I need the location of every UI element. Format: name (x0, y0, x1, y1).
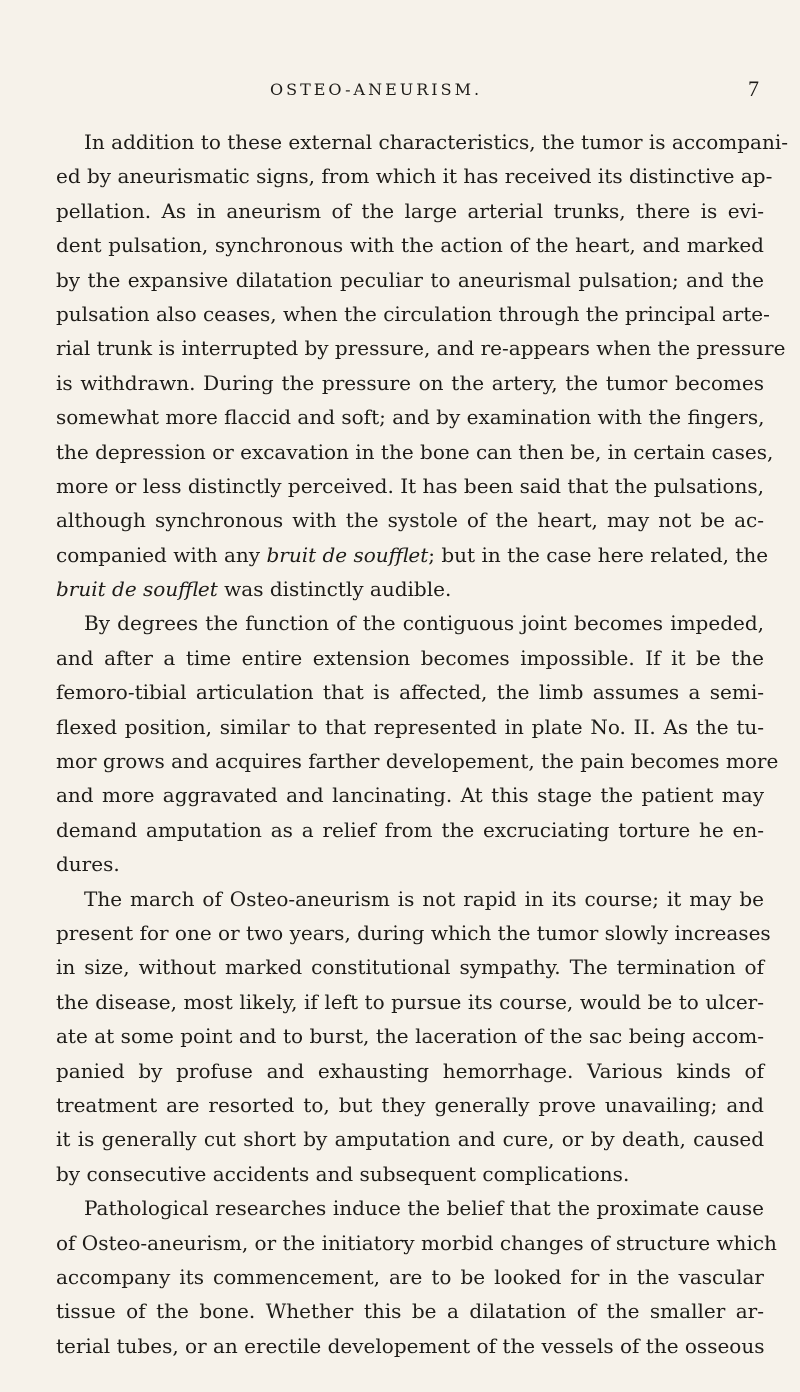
page-number: 7 (748, 76, 759, 101)
running-title: OSTEO-ANEURISM. (270, 80, 483, 99)
italic-term: bruit de soufflet (56, 577, 218, 602)
text-line: is withdrawn. During the pressure on the artery, the tumor becomes (56, 370, 764, 395)
text-line: dent pulsation, synchronous with the action of the heart, and marked (56, 233, 764, 258)
text-line: bruit de soufflet was distinctly audible. (56, 577, 452, 602)
text-line: terial tubes, or an erectile developement of the vessels of the osseous (56, 1333, 765, 1358)
text-line: By degrees the function of the contiguous joint becomes impeded, (84, 611, 764, 636)
text-line: and more aggravated and lancinating. At this stage the patient may (56, 783, 764, 808)
text-line: by the expansive dilatation peculiar to aneurismal pulsation; and the (56, 267, 764, 292)
running-head (0, 76, 800, 110)
text-line: the disease, most likely, if left to pursue its course, would be to ulcer- (56, 989, 764, 1014)
text-line: pulsation also ceases, when the circulation through the principal arte- (56, 301, 770, 326)
text-line: and after a time entire extension becomes impossible. If it be the (56, 645, 764, 670)
text-line: treatment are resorted to, but they generally prove unavailing; and (56, 1092, 764, 1117)
text-line: The march of Osteo-aneurism is not rapid in its course; it may be (84, 886, 764, 911)
text-line: of Osteo-aneurism, or the initiatory morbid changes of structure which (56, 1230, 777, 1255)
text-line: ate at some point and to burst, the laceration of the sac being accom- (56, 1024, 764, 1049)
text-line: in size, without marked constitutional sympathy. The termination of (56, 955, 764, 980)
text-line: it is generally cut short by amputation and cure, or by death, caused (56, 1127, 764, 1152)
text-line: Pathological researches induce the belief that the proximate cause (84, 1196, 764, 1221)
text-line: pellation. As in aneurism of the large arterial trunks, there is evi- (56, 198, 764, 223)
text-line: somewhat more flaccid and soft; and by examination with the fingers, (56, 405, 765, 430)
text-line: demand amputation as a relief from the excruciating torture he en- (56, 817, 764, 842)
text-line: In addition to these external characteristics, the tumor is accompani- (84, 130, 788, 154)
text-line: the depression or excavation in the bone can then be, in certain cases, (56, 439, 774, 464)
text-line: although synchronous with the systole of the heart, may not be ac- (56, 508, 764, 533)
text-line: present for one or two years, during which the tumor slowly increases (56, 920, 771, 945)
text-line: accompany its commencement, are to be looked for in the vascular (56, 1264, 764, 1289)
text-line: femoro-tibial articulation that is affected, the limb assumes a semi- (56, 680, 764, 705)
text-line: tissue of the bone. Whether this be a dilatation of the smaller ar- (56, 1299, 764, 1324)
text-line: dures. (56, 852, 120, 877)
text-line: more or less distinctly perceived. It has been said that the pulsations, (56, 473, 764, 498)
body-text (56, 125, 788, 1363)
text-line: flexed position, similar to that represented in plate No. II. As the tu- (56, 714, 764, 739)
text-line: panied by profuse and exhausting hemorrhage. Various kinds of (56, 1058, 764, 1083)
italic-term: bruit de soufflet (266, 542, 429, 567)
text-line: companied with any bruit de soufflet; but in the case here related, the (56, 542, 769, 567)
text-line: rial trunk is interrupted by pressure, and re-appears when the pressure (56, 336, 786, 361)
text-line: mor grows and acquires farther developement, the pain becomes more (56, 749, 779, 774)
text-line: by consecutive accidents and subsequent complications. (56, 1161, 630, 1186)
text-line: ed by aneurismatic signs, from which it has received its distinctive ap- (56, 164, 773, 189)
